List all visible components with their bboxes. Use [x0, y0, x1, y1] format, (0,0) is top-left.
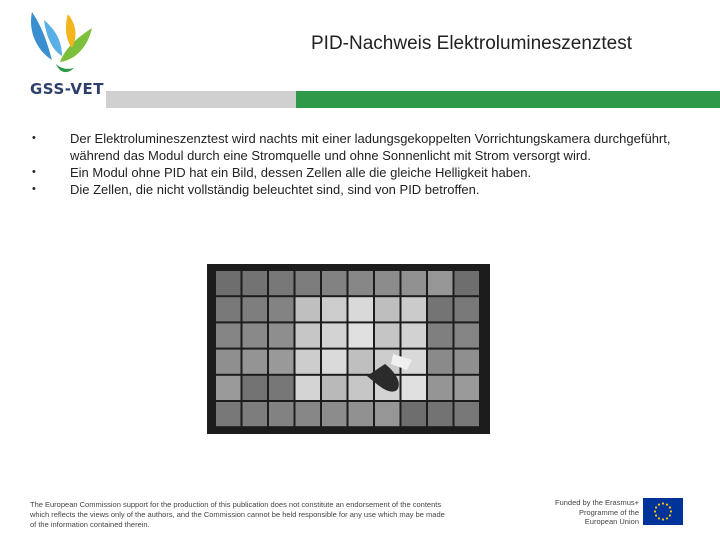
solar-cell — [455, 350, 480, 374]
solar-cell — [243, 350, 268, 374]
solar-cell — [349, 376, 374, 400]
solar-cell — [322, 402, 347, 426]
solar-cell — [349, 402, 374, 426]
bullet-icon: • — [32, 132, 36, 144]
solar-cell — [243, 376, 268, 400]
solar-cell — [402, 323, 427, 347]
bullet-text: Ein Modul ohne PID hat ein Bild, dessen Zellen alle die gleiche Helligkeit haben. — [70, 165, 532, 180]
solar-cell — [375, 402, 400, 426]
solar-cell — [402, 271, 427, 295]
electroluminescence-image — [207, 264, 490, 434]
eu-star — [669, 506, 671, 508]
solar-cell — [216, 402, 241, 426]
footer-disclaimer: The European Commission support for the production of this publication does not constitute an endorsement of the contents which reflects the views only of the authors, and the Commission cannot be held responsible for any use which may be made of the information contained therein. — [30, 500, 445, 529]
eu-star — [658, 503, 660, 505]
header-bar-green — [296, 91, 720, 108]
solar-cell — [322, 271, 347, 295]
solar-cell — [428, 297, 453, 321]
solar-cell — [269, 297, 294, 321]
solar-cell — [455, 323, 480, 347]
funded-by-text: Funded by the Erasmus+ Programme of the European Union — [555, 498, 640, 526]
bullet-item — [30, 181, 700, 198]
solar-cell — [428, 350, 453, 374]
solar-cell — [428, 323, 453, 347]
solar-cell — [428, 402, 453, 426]
solar-cell — [296, 402, 321, 426]
eu-star — [662, 518, 664, 520]
bullet-text: Der Elektrolumineszenztest wird nachts mit einer ladungsgekoppelten Vorrichtungskamera durchgeführt, während das Modul durch eine Stromquelle und ohne Sonnenlicht mit Strom versorgt wird. — [70, 131, 671, 163]
eu-star — [669, 514, 671, 516]
solar-cell — [243, 297, 268, 321]
eu-star — [666, 503, 668, 505]
solar-cell — [296, 376, 321, 400]
solar-cell — [216, 297, 241, 321]
solar-cell — [269, 271, 294, 295]
solar-cell — [296, 271, 321, 295]
solar-cell — [455, 271, 480, 295]
solar-cell — [216, 271, 241, 295]
page-title: PID-Nachweis Elektrolumineszenztest — [311, 33, 633, 54]
solar-cell — [322, 323, 347, 347]
solar-cell — [349, 350, 374, 374]
solar-cell — [349, 271, 374, 295]
solar-cell — [349, 297, 374, 321]
eu-star — [654, 510, 656, 512]
bullet-item — [30, 164, 700, 181]
solar-cell — [269, 376, 294, 400]
solar-cell — [216, 376, 241, 400]
solar-cell — [243, 402, 268, 426]
solar-cell — [349, 323, 374, 347]
solar-cell — [269, 323, 294, 347]
solar-cell — [428, 376, 453, 400]
solar-cell — [322, 376, 347, 400]
solar-cell — [455, 297, 480, 321]
eu-star — [670, 510, 672, 512]
bullet-icon: • — [32, 183, 36, 195]
solar-cell — [455, 376, 480, 400]
bullet-text: Die Zellen, die nicht vollständig beleuchtet sind, sind von PID betroffen. — [70, 182, 480, 197]
solar-cell — [375, 271, 400, 295]
solar-cell — [269, 350, 294, 374]
solar-cell — [296, 323, 321, 347]
solar-cell — [243, 271, 268, 295]
bullet-list — [30, 130, 700, 198]
solar-cell — [322, 350, 347, 374]
solar-cell — [296, 297, 321, 321]
eu-star — [666, 517, 668, 519]
solar-cell — [216, 323, 241, 347]
logo-text: GSS-VET — [30, 80, 104, 98]
solar-cell — [216, 350, 241, 374]
eu-star — [655, 514, 657, 516]
eu-star — [655, 506, 657, 508]
bullet-icon: • — [32, 166, 36, 178]
solar-cell — [243, 323, 268, 347]
solar-cell — [402, 376, 427, 400]
eu-star — [662, 502, 664, 504]
eu-flag-icon — [643, 498, 683, 525]
solar-cell — [428, 271, 453, 295]
header-bar-grey — [106, 91, 296, 108]
solar-cell — [375, 297, 400, 321]
solar-cell — [402, 297, 427, 321]
solar-cell — [269, 402, 294, 426]
eu-star — [658, 517, 660, 519]
solar-cell — [375, 323, 400, 347]
solar-cell — [322, 297, 347, 321]
solar-cell — [296, 350, 321, 374]
bullet-item — [30, 130, 700, 164]
solar-cell — [402, 402, 427, 426]
solar-cell — [455, 402, 480, 426]
